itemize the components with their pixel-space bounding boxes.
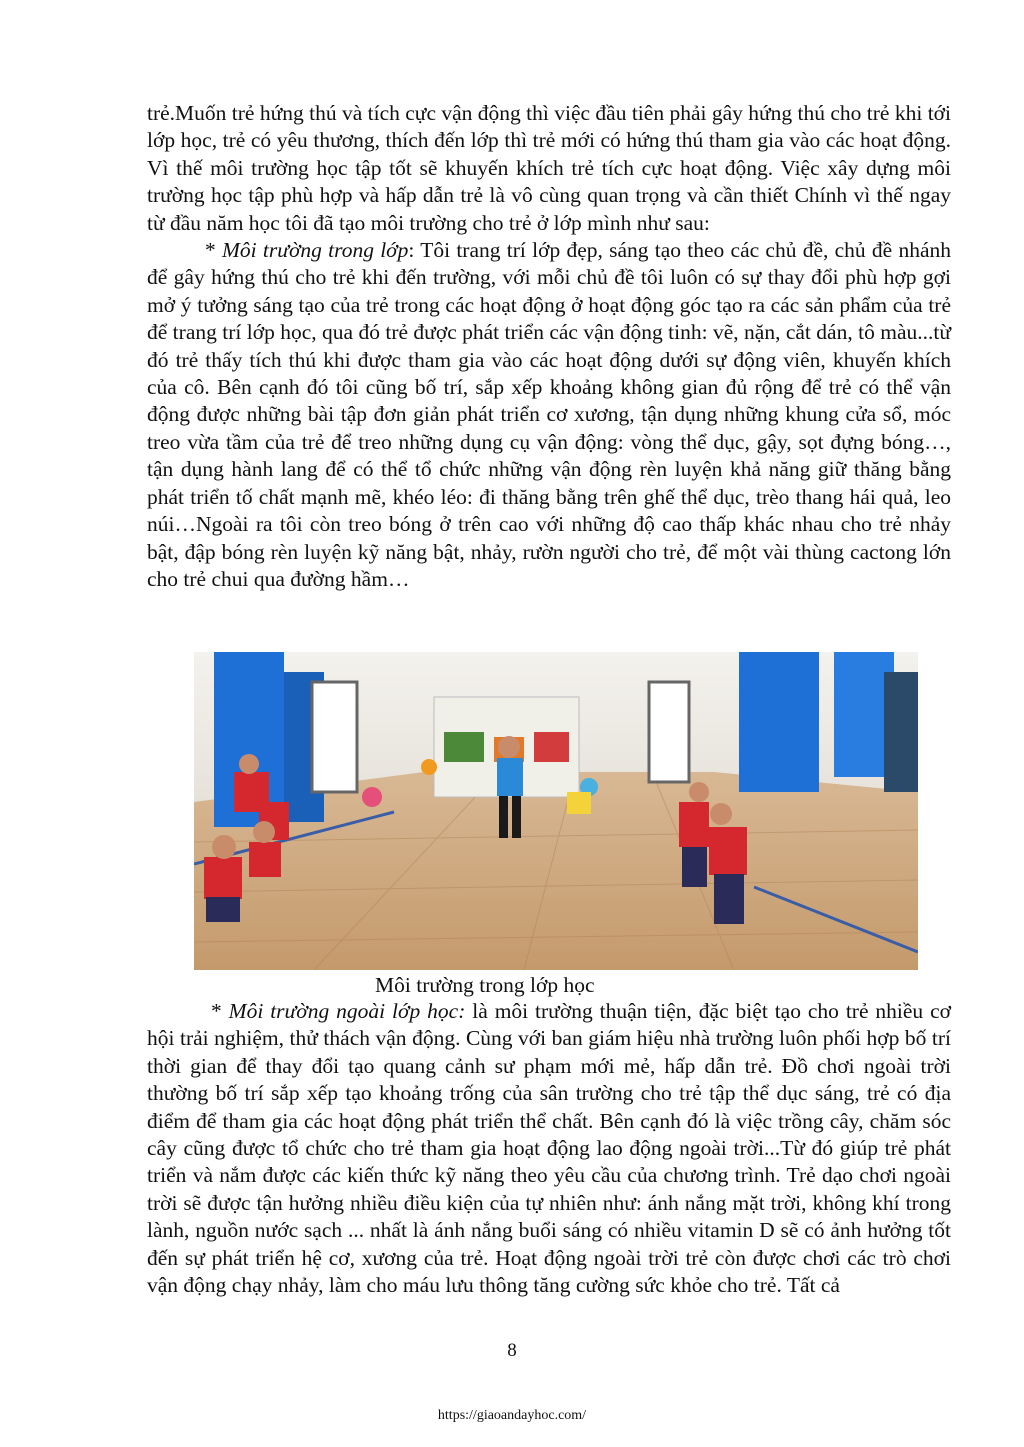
- section-heading-indoor: Môi trường trong lớp: [222, 238, 409, 263]
- outdoor-body-text: là môi trường thuận tiện, đặc biệt tạo cho trẻ nhiều cơ hội trải nghiệm, thử thách vận động. Cùng với ban giám hiệu nhà trường luôn phối hợp bố trí thời gian để thay đổi tạo quang cảnh sư phạm mới mẻ, hấp dẫn trẻ. Đồ chơi ngoài trời thường bố trí sắp xếp tạo khoảng trống của sân trường cho trẻ tập thể dục sáng, trẻ có địa điểm để tham gia các hoạt động phát triển thể chất. Bên cạnh đó là việc trồng cây, chăm sóc cây cũng được tổ chức cho trẻ tham gia hoạt động lao động ngoài trời...Từ đó giúp trẻ phát triển và nắm được các kiến thức kỹ năng theo yêu cầu của chương trình. Trẻ dạo chơi ngoài trời sẽ được tận hưởng nhiều điều kiện của tự nhiên như: ánh nắng mặt trời, không khí trong lành, nguồn nước sạch ... nhất là ánh nắng buổi sáng có nhiều vitamin D sẽ có ảnh hưởng tốt đến sự phát triển hệ cơ, xương của trẻ. Hoạt động ngoài trời trẻ còn được chơi các trò chơi vận động chạy nhảy, làm cho máu lưu thông tăng cường sức khỏe cho trẻ. Tất cả: [147, 999, 951, 1298]
- paragraph-intro: trẻ.Muốn trẻ hứng thú và tích cực vận động thì việc đầu tiên phải gây hứng thú cho trẻ khi tới lớp học, trẻ có yêu thương, thích đến lớp thì trẻ mới có hứng thú tham gia vào các hoạt động. Vì thế môi trường học tập tốt sẽ khuyến khích trẻ tích cực hoạt động. Việc xây dựng môi trường học tập phù hợp và hấp dẫn trẻ là vô cùng quan trọng và cần thiết Chính vì thế ngay từ đầu năm học tôi đã tạo môi trường cho trẻ ở lớp mình như sau:: [147, 101, 952, 235]
- bullet-marker: *: [211, 999, 229, 1023]
- body-text-bottom: [147, 998, 951, 1299]
- footer-url[interactable]: https://giaoandayhoc.com/: [437, 1408, 587, 1423]
- photo-caption: Môi trường trong lớp học: [375, 973, 595, 997]
- indoor-body-text: : Tôi trang trí lớp đẹp, sáng tạo theo các chủ đề, chủ đề nhánh để gây hứng thú cho trẻ khi đến trường, với mỗi chủ đề tôi luôn có sự thay đổi phù hợp gợi mở ý tưởng sáng tạo của trẻ trong các hoạt động ở hoạt động góc tạo ra các sản phẩm của trẻ để trang trí lớp học, qua đó trẻ được phát triển các vận động tinh: vẽ, nặn, cắt dán, tô màu...từ đó trẻ thấy tích thú khi được tham gia vào các hoạt động dưới sự động viên, khuyến khích của cô. Bên cạnh đó tôi cũng bố trí, sắp xếp khoảng không gian đủ rộng để trẻ có thể vận động được những bài tập đơn giản phát triển cơ xương, tận dụng những khung cửa sổ, móc treo vừa tầm của trẻ để treo những dụng cụ vận động: vòng thể dục, gậy, sọt đựng bóng…, tận dụng hành lang để có thể tổ chức những vận động rèn luyện khả năng giữ thăng bằng phát triển tố chất mạnh mẽ, khéo léo: đi thăng bằng trên ghế thể dục, trèo thang hái quả, leo núi…Ngoài ra tôi còn treo bóng ở trên cao với những độ cao thấp khác nhau cho trẻ nhảy bật, đập bóng rèn luyện kỹ năng bật, nhảy, rườn người cho trẻ, để một vài thùng cactong lớn cho trẻ chui qua đường hầm…: [147, 238, 951, 591]
- bullet-marker: *: [205, 238, 222, 263]
- paragraph-indoor-environment: [147, 237, 951, 593]
- section-heading-outdoor: Môi trường ngoài lớp học:: [228, 999, 466, 1023]
- paragraph-outdoor-environment: [147, 998, 951, 1299]
- classroom-photo: [194, 652, 918, 970]
- body-text-top: [147, 100, 951, 593]
- page-number: 8: [507, 1340, 517, 1361]
